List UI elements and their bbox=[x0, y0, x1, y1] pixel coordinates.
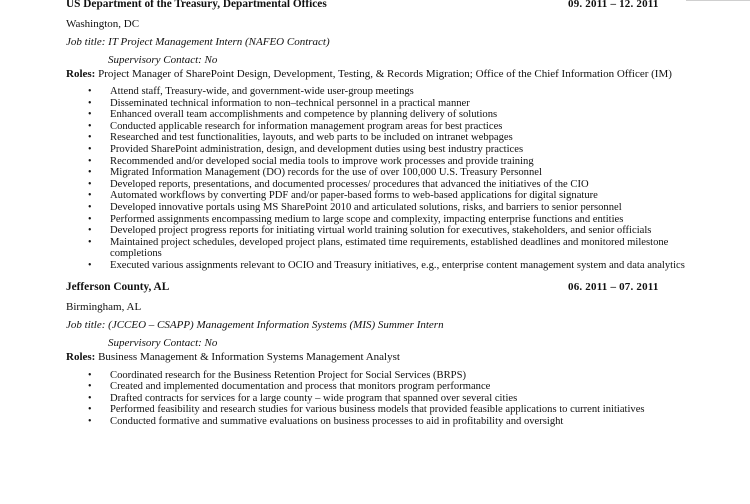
duty-item bbox=[88, 381, 690, 393]
duty-text: Maintained project schedules, developed project plans, estimated time requirements, established deadlines and monitored milestone completions bbox=[110, 236, 669, 260]
roles-line bbox=[66, 348, 686, 366]
bullet-icon: • bbox=[88, 178, 92, 190]
duty-item bbox=[88, 392, 690, 405]
employer-location: Birmingham, AL bbox=[66, 300, 142, 313]
employment-dates: 09. 2011 – 12. 2011 bbox=[568, 0, 659, 10]
duty-item bbox=[88, 178, 690, 191]
duty-item bbox=[88, 132, 690, 144]
supervisory-contact: Supervisory Contact: No bbox=[108, 336, 218, 349]
duty-item bbox=[88, 259, 690, 272]
duty-item bbox=[88, 369, 690, 382]
duty-item bbox=[88, 404, 690, 416]
duties-list bbox=[66, 370, 686, 428]
bullet-icon: • bbox=[88, 213, 92, 225]
bullet-icon: • bbox=[88, 190, 92, 202]
duty-item bbox=[88, 167, 690, 179]
bullet-icon: • bbox=[88, 86, 92, 97]
bullet-icon: • bbox=[88, 201, 92, 213]
duty-item bbox=[88, 236, 690, 260]
roles-label: Roles: bbox=[66, 350, 96, 363]
duty-text: Executed various assignments relevant to OCIO and Treasury initiatives, e.g., enterprise content management system and data analytics bbox=[110, 259, 685, 271]
roles-line bbox=[66, 65, 686, 83]
duty-item bbox=[88, 190, 690, 202]
duty-text: Drafted contracts for services for a large county – wide program that spanned over several cities bbox=[110, 392, 518, 404]
employer-location: Washington, DC bbox=[66, 18, 140, 30]
bullet-icon: • bbox=[88, 381, 92, 393]
experience-entry-treasury bbox=[66, 0, 686, 272]
duty-text: Conducted formative and summative evaluations on business processes to aid in profitability and oversight bbox=[110, 415, 564, 427]
duty-text: Developed reports, presentations, and documented processes/ procedures that advanced the initiatives of the CIO bbox=[110, 178, 589, 190]
duty-item bbox=[88, 155, 690, 168]
resume-page bbox=[66, 0, 686, 427]
duty-text: Created and implemented documentation and process that monitors program performance bbox=[110, 381, 491, 393]
bullet-icon: • bbox=[88, 259, 92, 271]
job-title-line bbox=[66, 316, 686, 334]
job-title-line bbox=[66, 33, 686, 51]
duty-text: Disseminated technical information to non–technical personnel in a practical manner bbox=[110, 97, 470, 109]
bullet-icon: • bbox=[88, 404, 92, 416]
bullet-icon: • bbox=[88, 225, 92, 237]
bullet-icon: • bbox=[88, 392, 92, 404]
duty-text: Coordinated research for the Business Retention Project for Social Services (BRPS) bbox=[110, 369, 466, 381]
job-title: IT Project Management Intern (NAFEO Contract) bbox=[108, 36, 330, 48]
bullet-icon: • bbox=[88, 167, 92, 179]
experience-entry-jefferson bbox=[66, 281, 686, 428]
duty-text: Researched and test functionalities, layouts, and web parts to be included on intranet webpages bbox=[110, 132, 513, 144]
bullet-icon: • bbox=[88, 369, 92, 381]
supervisory-contact: Supervisory Contact: No bbox=[108, 54, 218, 66]
duty-text: Developed project progress reports for initiating virtual world training solution for executives, stakeholders, and senior officials bbox=[110, 225, 652, 237]
page-edge-rule bbox=[686, 0, 750, 4]
duty-text: Conducted applicable research for information management program areas for best practices bbox=[110, 120, 503, 132]
bullet-icon: • bbox=[88, 132, 92, 144]
employment-dates: 06. 2011 – 07. 2011 bbox=[568, 280, 659, 293]
bullet-icon: • bbox=[88, 109, 92, 121]
bullet-icon: • bbox=[88, 143, 92, 155]
duty-text: Migrated Information Management (DO) records for the use of over 100,000 U.S. Treasury Personnel bbox=[110, 167, 542, 179]
employer-name: US Department of the Treasury, Departmental Offices bbox=[66, 0, 327, 10]
duties-list bbox=[66, 86, 686, 272]
roles-text: Business Management & Information Systems Management Analyst bbox=[98, 350, 400, 363]
roles-text: Project Manager of SharePoint Design, Development, Testing, & Records Migration; Office of the Chief Information Officer (IM) bbox=[98, 68, 672, 80]
duty-item bbox=[88, 415, 690, 428]
duty-item bbox=[88, 109, 690, 121]
duty-text: Attend staff, Treasury-wide, and government-wide user-group meetings bbox=[110, 86, 414, 97]
employer-name: Jefferson County, AL bbox=[66, 280, 170, 293]
duty-item bbox=[88, 213, 690, 226]
duty-text: Provided SharePoint administration, design, and development duties using best industry practices bbox=[110, 143, 524, 155]
bullet-icon: • bbox=[88, 97, 92, 109]
duty-item bbox=[88, 225, 690, 237]
bullet-icon: • bbox=[88, 236, 92, 248]
duty-item bbox=[88, 143, 690, 156]
duty-text: Developed innovative portals using MS SharePoint 2010 and articulated solutions, risks, and barriers to senior personnel bbox=[110, 201, 622, 213]
duty-text: Performed assignments encompassing medium to large scope and complexity, impacting enterprise functions and entities bbox=[110, 213, 624, 225]
job-title: (JCCEO – CSAPP) Management Information Systems (MIS) Summer Intern bbox=[108, 318, 444, 331]
duty-item bbox=[88, 201, 690, 214]
bullet-icon: • bbox=[88, 155, 92, 167]
duty-item bbox=[88, 97, 690, 110]
job-title-label: Job title: bbox=[66, 318, 106, 331]
duty-text: Automated workflows by converting PDF and/or paper-based forms to web-based applications for digital signature bbox=[110, 190, 598, 202]
roles-label: Roles: bbox=[66, 68, 96, 80]
duty-text: Recommended and/or developed social media tools to improve work processes and provide training bbox=[110, 155, 534, 167]
duty-item bbox=[88, 120, 690, 133]
duty-text: Performed feasibility and research studies for various business models that provided feasible applications to current initiatives bbox=[110, 404, 645, 416]
job-title-label: Job title: bbox=[66, 36, 106, 48]
duty-text: Enhanced overall team accomplishments and competence by planning delivery of solutions bbox=[110, 109, 498, 121]
bullet-icon: • bbox=[88, 415, 92, 427]
bullet-icon: • bbox=[88, 120, 92, 132]
duty-item bbox=[88, 86, 690, 98]
